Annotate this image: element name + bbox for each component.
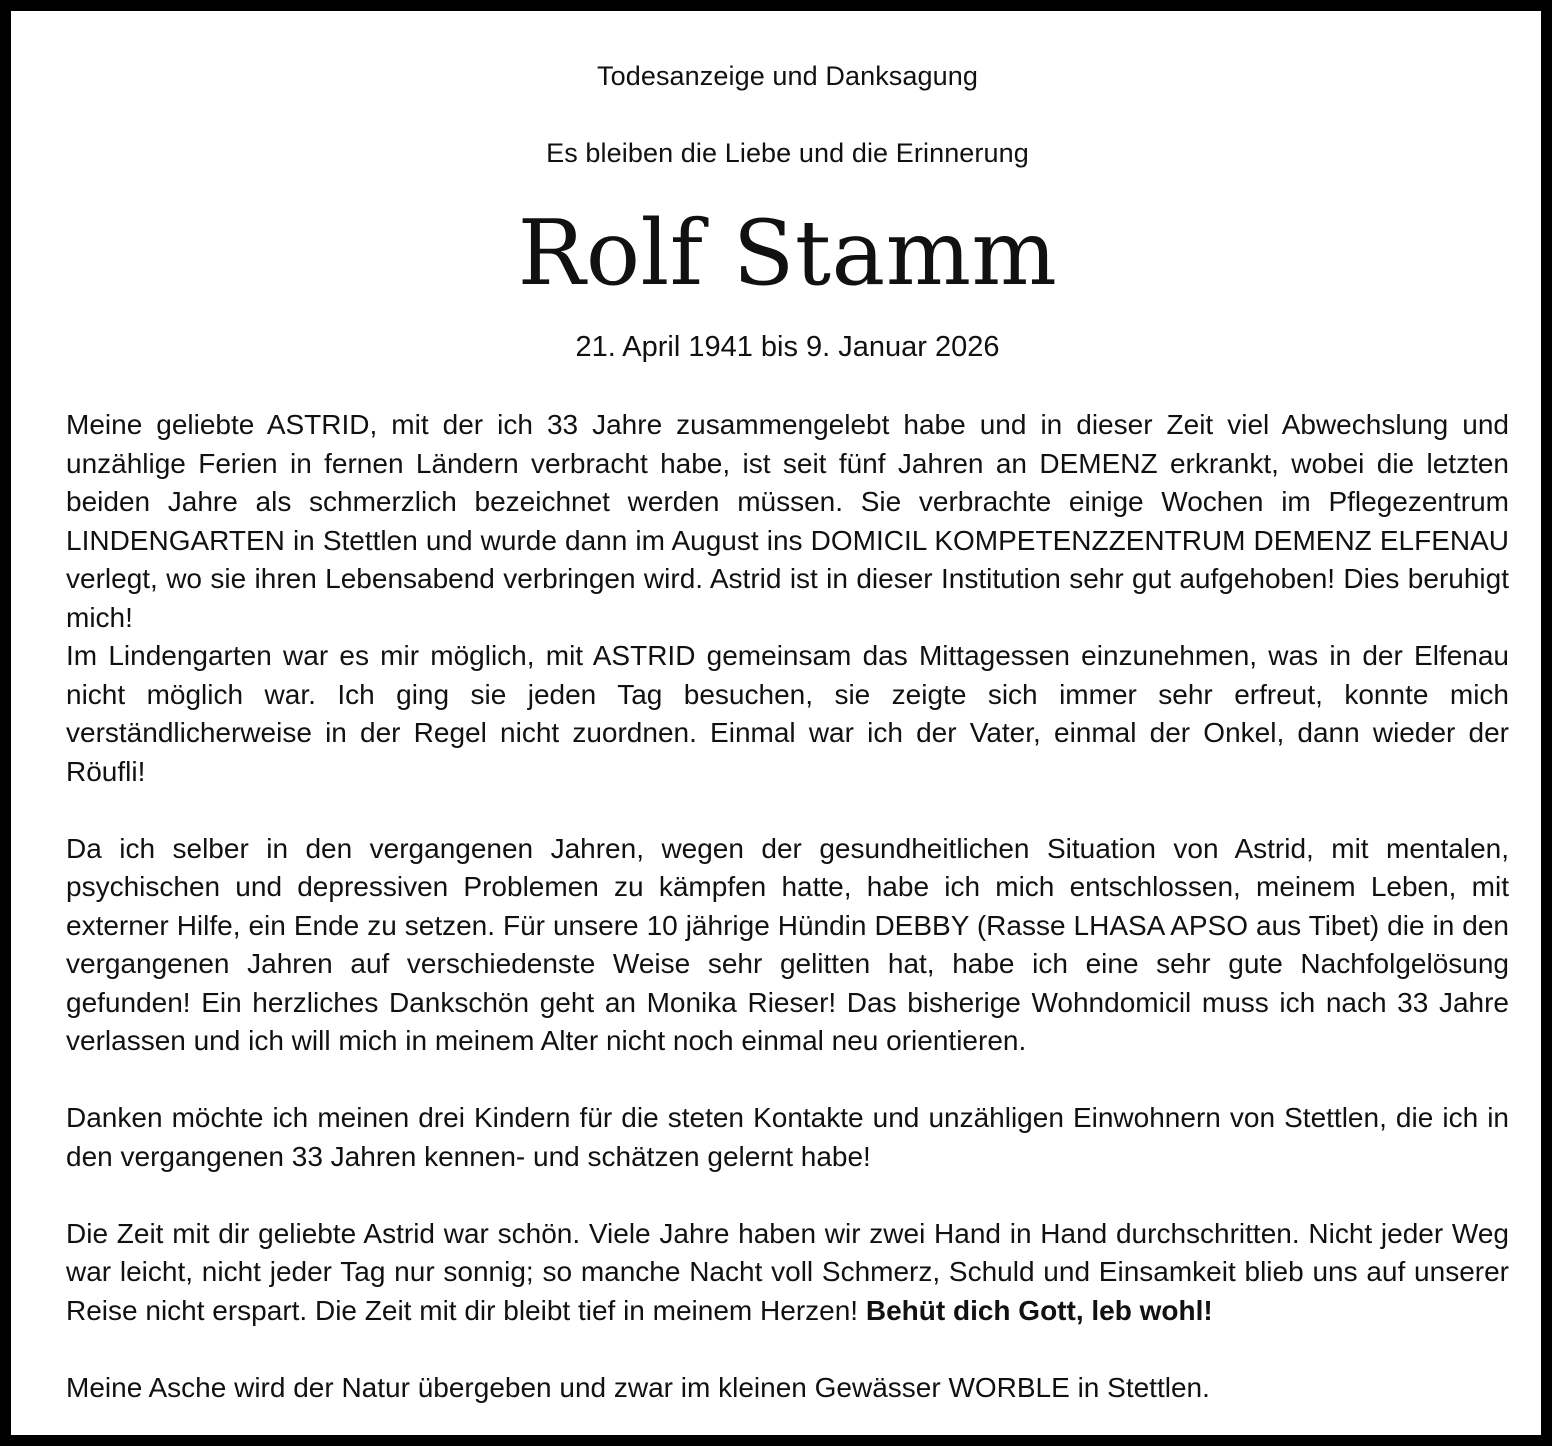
paragraph-spacer bbox=[66, 791, 1509, 830]
paragraph-spacer bbox=[66, 1330, 1509, 1369]
farewell-blessing: Behüt dich Gott, leb wohl! bbox=[865, 1294, 1213, 1326]
paragraph-decision: Da ich selber in den vergangenen Jahren, wegen der gesundheitlichen Situation von Astrid, mit mentalen, psychischen und depressiven Problemen zu kämpfen hatte, habe ich mich entschlossen, meinem Leben, mit externer Hilfe, ein Ende zu setzen. Für unsere 10 jährige Hündin DEBBY (Rasse LHASA APSO aus Tibet) die in den vergangenen Jahren auf verschiedenste Weise sehr gelitten hat, habe ich eine sehr gute Nachfolgelösung gefunden! Ein herzliches Dankschön geht an Monika Rieser! Das bisherige Wohndomicil muss ich nach 33 Jahre verlassen und ich will mich in meinem Alter nicht noch einmal neu orientieren. bbox=[66, 832, 1509, 1056]
farewell-text: Die Zeit mit dir geliebte Astrid war schön. Viele Jahre haben wir zwei Hand in Hand durchschritten. Nicht jeder Weg war leicht, nicht jeder Tag nur sonnig; so manche Nacht voll Schmerz, Schuld und Einsamkeit blieb uns auf unserer Reise nicht erspart. Die Zeit mit dir bleibt tief in meinem Herzen! bbox=[66, 1217, 1509, 1326]
obituary-body bbox=[66, 406, 1509, 1407]
paragraph-astrid: Meine geliebte ASTRID, mit der ich 33 Jahre zusammengelebt habe und in dieser Zeit viel Abwechslung und unzählige Ferien in fernen Ländern verbracht habe, ist seit fünf Jahren an DEMENZ erkrankt, wobei die letzten beiden Jahre als schmerzlich bezeichnet werden müssen. Sie verbrachte einige Wochen im Pflegezentrum LINDENGARTEN in Stettlen und wurde dann im August ins DOMICIL KOMPETENZZENTRUM DEMENZ ELFENAU verlegt, wo sie ihren Lebensabend verbringen wird. Astrid ist in dieser Institution sehr gut aufgehoben! Dies beruhigt mich! bbox=[66, 409, 1509, 633]
deceased-name: Rolf Stamm bbox=[517, 201, 1058, 306]
paragraph-thanks: Danken möchte ich meinen drei Kindern für die steten Kontakte und unzähligen Einwohnern von Stettlen, die ich in den vergangenen 33 Jahren kennen- und schätzen gelernt habe! bbox=[66, 1102, 1509, 1172]
paragraph-farewell bbox=[66, 1215, 1509, 1331]
life-dates: 21. April 1941 bis 9. Januar 2026 bbox=[575, 331, 1000, 363]
paragraph-lindengarten: Im Lindengarten war es mir möglich, mit ASTRID gemeinsam das Mittagessen einzunehmen, was in der Elfenau nicht möglich war. Ich ging sie jeden Tag besuchen, sie zeigte sich immer sehr erfreut, konnte mich verständlicherweise in der Regel nicht zuordnen. Einmal war ich der Vater, einmal der Onkel, dann wieder der Röufli! bbox=[66, 640, 1509, 787]
paragraph-spacer bbox=[66, 1061, 1509, 1100]
paragraph-ashes: Meine Asche wird der Natur übergeben und zwar im kleinen Gewässer WORBLE in Stettlen. bbox=[66, 1371, 1210, 1403]
motto-line: Es bleiben die Liebe und die Erinnerung bbox=[546, 138, 1029, 168]
notice-label: Todesanzeige und Danksagung bbox=[597, 61, 978, 91]
paragraph-spacer bbox=[66, 1176, 1509, 1215]
